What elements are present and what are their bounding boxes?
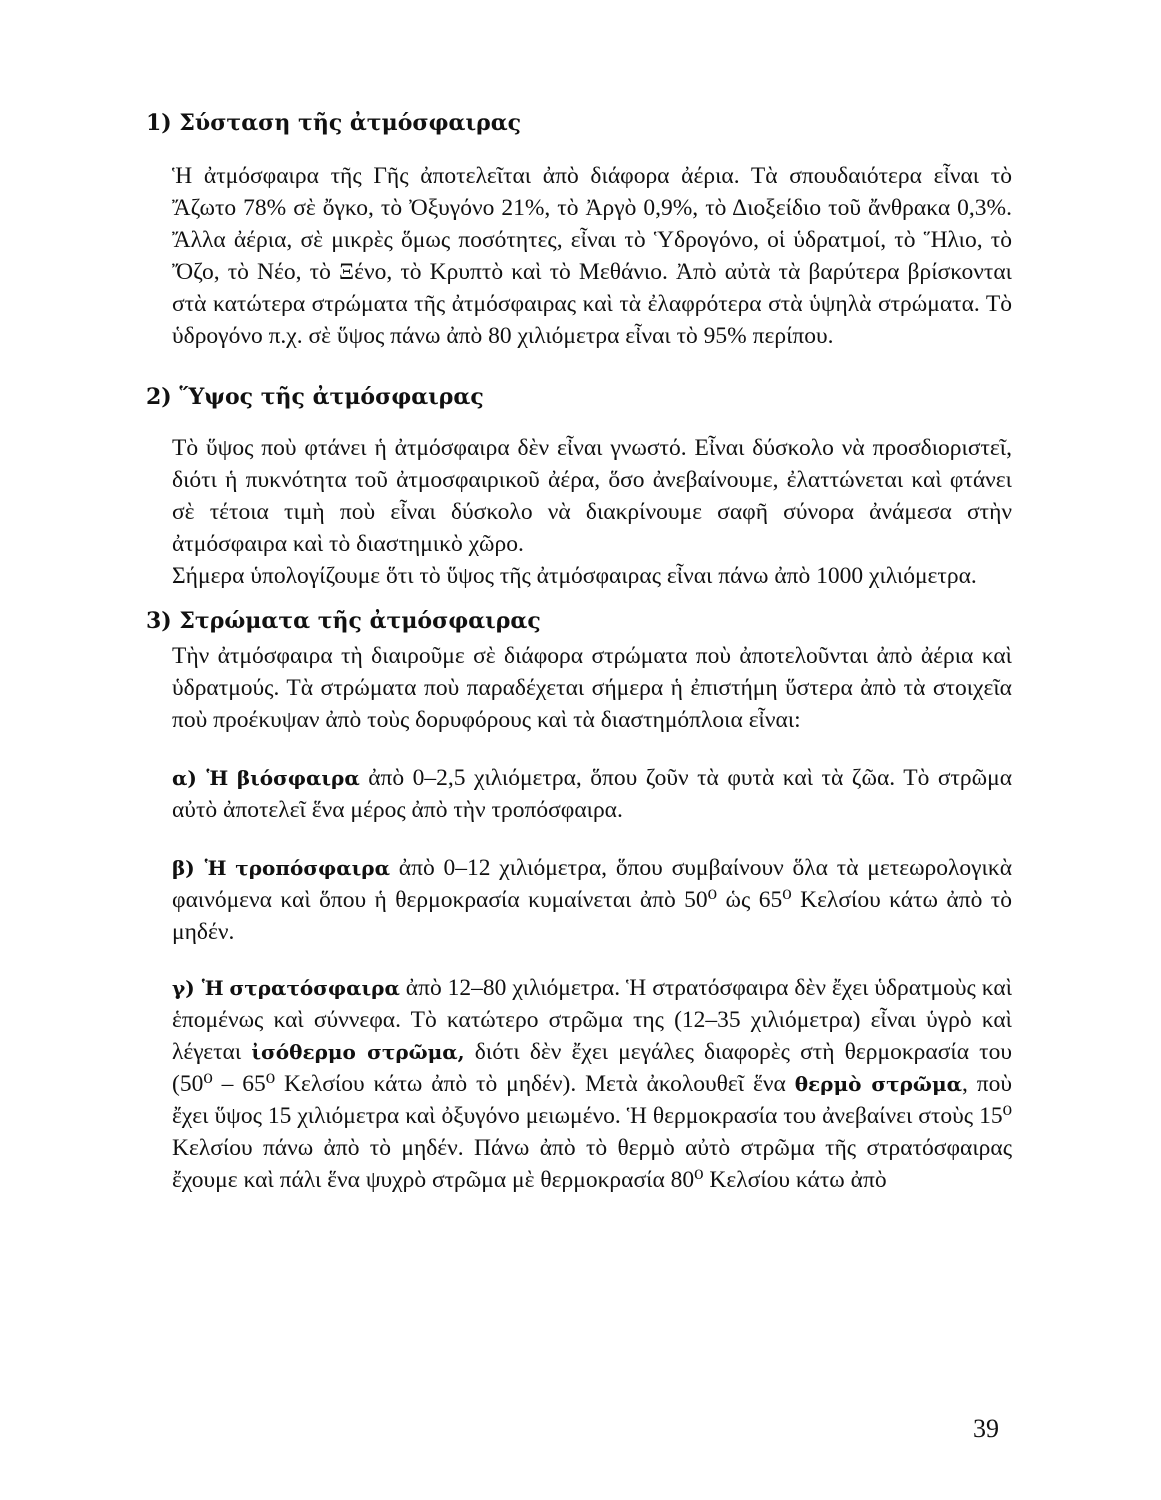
layer-item-stratosphere (146, 972, 1012, 1196)
paragraph-height-1: Τὸ ὕψος ποὺ φτάνει ἡ ἀτμόσφαιρα δὲν εἶναι γνωστό. Εἶναι δύσκολο νὰ προσδιοριστεῖ, διότι ἡ πυκνότητα τοῦ ἀτμοσφαιρικοῦ ἀέρα, ὅσο ἀνεβαίνουμε, ἐλαττώνεται καὶ φτάνει σὲ τέτοια τιμὴ ποὺ εἶναι δύσκολο νὰ διακρίνουμε σαφῆ σύνορα ἀνάμεσα στὴν ἀτμόσφαιρα καὶ τὸ διαστημικὸ χῶρο. (172, 435, 1012, 557)
page-content (146, 108, 1012, 1196)
paragraph-layers-intro: Τὴν ἀτμόσφαιρα τὴ διαιροῦμε σὲ διάφορα στρώματα ποὺ ἀποτελοῦνται ἀπὸ ἀέρια καὶ ὑδρατμούς. Τὰ στρώματα ποὺ παραδέχεται σήμερα ἡ ἐπιστήμη ὕστερα ἀπὸ τὰ στοιχεῖα ποὺ προέκυψαν ἀπὸ τοὺς δορυφόρους καὶ τὰ διαστημόπλοια εἶναι: (172, 643, 1012, 733)
layer-text: διότι δὲν ἔχει μεγάλες διαφορὲς στὴ θερμοκρασία του (50⁰ – 65⁰ Κελσίου κάτω ἀπὸ τὸ μηδέν). Μετὰ ἀκολουθεῖ ἕνα (172, 1039, 1012, 1097)
layer-item-troposphere (146, 852, 1012, 948)
paragraph-composition: Ἡ ἀτμόσφαιρα τῆς Γῆς ἀποτελεῖται ἀπὸ διάφορα ἀέρια. Τὰ σπουδαιότερα εἶναι τὸ Ἄζωτο 78% σὲ ὄγκο, τὸ Ὀξυγόνο 21%, τὸ Ἀργὸ 0,9%, τὸ Διοξείδιο τοῦ ἄνθρακα 0,3%. Ἄλλα ἀέρια, σὲ μικρὲς ὅμως ποσότητες, εἶναι τὸ Ὑδρογόνο, οἱ ὑδρατμοί, τὸ Ἥλιο, τὸ Ὄζο, τὸ Νέο, τὸ Ξένο, τὸ Κρυπτὸ καὶ τὸ Μεθάνιο. Ἀπὸ αὐτὰ τὰ βαρύτερα βρίσκονται στὰ κατώτερα στρώματα τῆς ἀτμόσφαιρας καὶ τὰ ἐλαφρότερα στὰ ὑψηλὰ στρώματα. Τὸ ὑδρογόνο π.χ. σὲ ὕψος πάνω ἀπὸ 80 χιλιόμετρα εἶναι τὸ 95% περίπου. (172, 163, 1012, 349)
section-heading-height: 2) Ὕψος τῆς ἀτμόσφαιρας (146, 384, 484, 410)
section-heading-layers: 3) Στρώματα τῆς ἀτμόσφαιρας (146, 608, 541, 634)
isothermal-layer-term: ἰσόθερμο στρῶμα, (251, 1040, 465, 1064)
layer-item-biosphere (146, 762, 1012, 826)
layer-term: τροπόσφαιρα (235, 856, 390, 880)
layer-label: γ) Ἡ (172, 976, 224, 1000)
layer-text: ἀπὸ 0–12 χιλιόμετρα, ὅπου συμβαίνουν ὅλα τὰ μετεωρολογικὰ φαινόμενα καὶ ὅπου ἡ θερμοκρασία κυμαίνεται ἀπὸ 50⁰ ὡς 65⁰ Κελσίου κάτω ἀπὸ τὸ μηδέν. (172, 855, 1013, 945)
layer-label: β) Ἡ (172, 856, 227, 880)
layer-text: ἀπὸ 12–80 χιλιόμετρα. Ἡ στρατόσφαιρα δὲν ἔχει ὑδρατμοὺς καὶ ἑπομένως καὶ σύννεφα. Τὸ κατώτερο στρῶμα της (12–35 χιλιόμετρα) εἶναι ὑγρὸ καὶ λέγεται (172, 975, 1013, 1065)
layer-term: βιόσφαιρα (236, 766, 360, 790)
layer-label: α) Ἡ (172, 766, 229, 790)
layer-term: στρατόσφαιρα (229, 976, 400, 1000)
layer-text: , ποὺ ἔχει ὕψος 15 χιλιόμετρα καὶ ὀξυγόνο μειωμένο. Ἡ θερμοκρασία του ἀνεβαίνει στοὺς 15⁰ Κελσίου πάνω ἀπὸ τὸ μηδέν. Πάνω ἀπὸ τὸ θερμὸ αὐτὸ στρῶμα τῆς στρατόσφαιρας ἔχουμε καὶ πάλι ἕνα ψυχρὸ στρῶμα μὲ θερμοκρασία 80⁰ Κελσίου κάτω ἀπὸ (172, 1071, 1012, 1193)
warm-layer-term: θερμὸ στρῶμα (794, 1072, 962, 1096)
layer-text: ἀπὸ 0–2,5 χιλιόμετρα, ὅπου ζοῦν τὰ φυτὰ καὶ τὰ ζῶα. Τὸ στρῶμα αὐτὸ ἀποτελεῖ ἕνα μέρος ἀπὸ τὴν τροπόσφαιρα. (172, 765, 1013, 823)
section-heading-composition: 1) Σύσταση τῆς ἀτμόσφαιρας (146, 110, 522, 136)
paragraph-height-2: Σήμερα ὑπολογίζουμε ὅτι τὸ ὕψος τῆς ἀτμόσφαιρας εἶναι πάνω ἀπὸ 1000 χιλιόμετρα. (172, 563, 977, 589)
page-number: 39 (973, 1414, 999, 1443)
